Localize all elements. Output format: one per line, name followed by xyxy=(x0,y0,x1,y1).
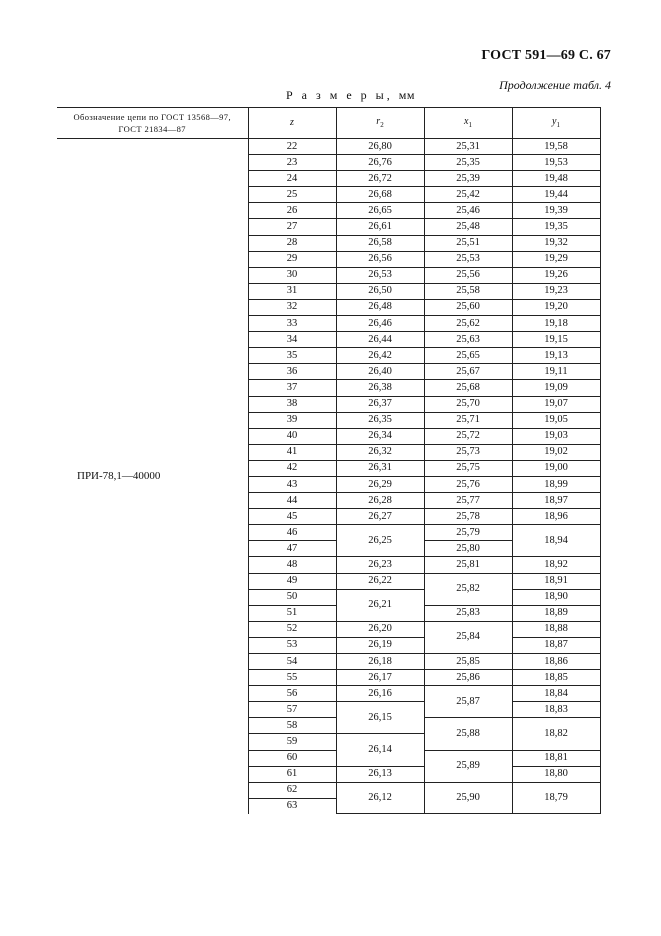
cell-z: 56 xyxy=(248,686,336,702)
cell-r2: 26,53 xyxy=(336,267,424,283)
cell-r2: 26,13 xyxy=(336,766,424,782)
cell-x1: 25,53 xyxy=(424,251,512,267)
cell-r2: 26,48 xyxy=(336,299,424,315)
y1-subscript: 1 xyxy=(556,120,560,129)
cell-r2: 26,15 xyxy=(336,702,424,734)
cell-y1: 19,23 xyxy=(512,283,600,299)
cell-r2: 26,18 xyxy=(336,654,424,670)
cell-x1: 25,31 xyxy=(424,139,512,155)
dimensions-unit: мм xyxy=(398,88,415,102)
cell-z: 62 xyxy=(248,782,336,798)
cell-r2: 26,32 xyxy=(336,444,424,460)
cell-y1: 18,81 xyxy=(512,750,600,766)
cell-x1: 25,73 xyxy=(424,444,512,460)
cell-x1: 25,81 xyxy=(424,557,512,573)
cell-y1: 19,00 xyxy=(512,460,600,476)
y1-symbol: y xyxy=(552,115,557,127)
cell-y1: 19,09 xyxy=(512,380,600,396)
cell-z: 54 xyxy=(248,654,336,670)
cell-x1: 25,71 xyxy=(424,412,512,428)
cell-r2: 26,23 xyxy=(336,557,424,573)
cell-z: 46 xyxy=(248,525,336,541)
cell-y1: 19,35 xyxy=(512,219,600,235)
cell-x1: 25,51 xyxy=(424,235,512,251)
cell-r2: 26,35 xyxy=(336,412,424,428)
cell-r2: 26,58 xyxy=(336,235,424,251)
cell-z: 33 xyxy=(248,316,336,332)
cell-z: 45 xyxy=(248,509,336,525)
cell-z: 38 xyxy=(248,396,336,412)
table-body xyxy=(57,139,600,814)
cell-y1: 19,53 xyxy=(512,155,600,171)
cell-z: 60 xyxy=(248,750,336,766)
cell-z: 57 xyxy=(248,702,336,718)
cell-r2: 26,29 xyxy=(336,476,424,492)
cell-y1: 18,86 xyxy=(512,654,600,670)
table-row xyxy=(57,139,600,155)
dimensions-label: Р а з м е р ы, xyxy=(286,88,393,102)
cell-z: 32 xyxy=(248,299,336,315)
column-header-z: z xyxy=(248,108,336,139)
cell-x1: 25,88 xyxy=(424,718,512,750)
cell-z: 55 xyxy=(248,670,336,686)
dimensions-caption xyxy=(286,88,415,103)
cell-z: 47 xyxy=(248,541,336,557)
cell-z: 22 xyxy=(248,139,336,155)
cell-z: 36 xyxy=(248,364,336,380)
cell-z: 31 xyxy=(248,283,336,299)
cell-x1: 25,67 xyxy=(424,364,512,380)
cell-x1: 25,83 xyxy=(424,605,512,621)
cell-r2: 26,46 xyxy=(336,316,424,332)
cell-z: 30 xyxy=(248,267,336,283)
cell-z: 35 xyxy=(248,348,336,364)
cell-x1: 25,86 xyxy=(424,670,512,686)
cell-y1: 19,39 xyxy=(512,203,600,219)
cell-x1: 25,75 xyxy=(424,460,512,476)
cell-x1: 25,39 xyxy=(424,171,512,187)
cell-r2: 26,80 xyxy=(336,139,424,155)
cell-z: 34 xyxy=(248,332,336,348)
cell-r2: 26,38 xyxy=(336,380,424,396)
cell-y1: 18,82 xyxy=(512,718,600,750)
cell-r2: 26,40 xyxy=(336,364,424,380)
cell-y1: 18,92 xyxy=(512,557,600,573)
cell-y1: 18,89 xyxy=(512,605,600,621)
cell-y1: 18,83 xyxy=(512,702,600,718)
cell-y1: 19,02 xyxy=(512,444,600,460)
cell-y1: 19,58 xyxy=(512,139,600,155)
cell-y1: 19,26 xyxy=(512,267,600,283)
cell-r2: 26,27 xyxy=(336,509,424,525)
cell-x1: 25,65 xyxy=(424,348,512,364)
cell-y1: 18,90 xyxy=(512,589,600,605)
cell-x1: 25,35 xyxy=(424,155,512,171)
cell-y1: 19,07 xyxy=(512,396,600,412)
cell-x1: 25,46 xyxy=(424,203,512,219)
cell-x1: 25,78 xyxy=(424,509,512,525)
cell-x1: 25,62 xyxy=(424,316,512,332)
cell-x1: 25,76 xyxy=(424,476,512,492)
cell-z: 25 xyxy=(248,187,336,203)
dimensions-table xyxy=(57,107,601,814)
cell-r2: 26,21 xyxy=(336,589,424,621)
cell-x1: 25,82 xyxy=(424,573,512,605)
cell-r2: 26,34 xyxy=(336,428,424,444)
cell-x1: 25,87 xyxy=(424,686,512,718)
cell-y1: 19,15 xyxy=(512,332,600,348)
cell-y1: 18,84 xyxy=(512,686,600,702)
cell-x1: 25,84 xyxy=(424,621,512,653)
cell-r2: 26,25 xyxy=(336,525,424,557)
cell-r2: 26,14 xyxy=(336,734,424,766)
cell-x1: 25,90 xyxy=(424,782,512,814)
cell-y1: 18,85 xyxy=(512,670,600,686)
cell-x1: 25,85 xyxy=(424,654,512,670)
cell-z: 52 xyxy=(248,621,336,637)
cell-x1: 25,56 xyxy=(424,267,512,283)
cell-y1: 18,97 xyxy=(512,493,600,509)
cell-z: 37 xyxy=(248,380,336,396)
cell-r2: 26,61 xyxy=(336,219,424,235)
cell-x1: 25,89 xyxy=(424,750,512,782)
cell-r2: 26,56 xyxy=(336,251,424,267)
cell-y1: 19,13 xyxy=(512,348,600,364)
cell-y1: 19,03 xyxy=(512,428,600,444)
column-header-x1 xyxy=(424,108,512,139)
cell-x1: 25,77 xyxy=(424,493,512,509)
cell-y1: 19,20 xyxy=(512,299,600,315)
cell-x1: 25,48 xyxy=(424,219,512,235)
cell-z: 23 xyxy=(248,155,336,171)
cell-y1: 18,87 xyxy=(512,637,600,653)
column-header-designation: Обозначение цепи по ГОСТ 13568—97, ГОСТ 21834—87 xyxy=(57,108,248,139)
r2-symbol: r xyxy=(376,115,381,127)
cell-z: 44 xyxy=(248,493,336,509)
cell-x1: 25,79 xyxy=(424,525,512,541)
chain-designation: ПРИ-78,1—40000 xyxy=(57,139,248,814)
cell-r2: 26,65 xyxy=(336,203,424,219)
cell-z: 49 xyxy=(248,573,336,589)
cell-r2: 26,12 xyxy=(336,782,424,814)
cell-z: 28 xyxy=(248,235,336,251)
cell-y1: 19,32 xyxy=(512,235,600,251)
cell-z: 59 xyxy=(248,734,336,750)
cell-y1: 19,48 xyxy=(512,171,600,187)
cell-z: 39 xyxy=(248,412,336,428)
cell-y1: 19,05 xyxy=(512,412,600,428)
cell-y1: 18,94 xyxy=(512,525,600,557)
x1-symbol: x xyxy=(464,115,469,127)
cell-x1: 25,58 xyxy=(424,283,512,299)
page-header: ГОСТ 591—69 С. 67 xyxy=(481,48,611,63)
cell-r2: 26,17 xyxy=(336,670,424,686)
column-header-r2 xyxy=(336,108,424,139)
cell-x1: 25,68 xyxy=(424,380,512,396)
cell-x1: 25,42 xyxy=(424,187,512,203)
cell-r2: 26,20 xyxy=(336,621,424,637)
cell-r2: 26,68 xyxy=(336,187,424,203)
cell-y1: 19,44 xyxy=(512,187,600,203)
table-continuation-note: Продолжение табл. 4 xyxy=(499,78,611,92)
cell-r2: 26,19 xyxy=(336,637,424,653)
cell-y1: 18,88 xyxy=(512,621,600,637)
cell-x1: 25,72 xyxy=(424,428,512,444)
table-header-row xyxy=(57,108,600,139)
cell-r2: 26,22 xyxy=(336,573,424,589)
cell-r2: 26,50 xyxy=(336,283,424,299)
cell-z: 50 xyxy=(248,589,336,605)
cell-z: 51 xyxy=(248,605,336,621)
cell-z: 41 xyxy=(248,444,336,460)
cell-z: 61 xyxy=(248,766,336,782)
cell-z: 53 xyxy=(248,637,336,653)
cell-z: 63 xyxy=(248,798,336,814)
cell-z: 24 xyxy=(248,171,336,187)
cell-x1: 25,63 xyxy=(424,332,512,348)
cell-y1: 18,96 xyxy=(512,509,600,525)
cell-r2: 26,42 xyxy=(336,348,424,364)
cell-y1: 18,80 xyxy=(512,766,600,782)
cell-z: 58 xyxy=(248,718,336,734)
cell-z: 42 xyxy=(248,460,336,476)
cell-x1: 25,60 xyxy=(424,299,512,315)
cell-r2: 26,76 xyxy=(336,155,424,171)
cell-r2: 26,31 xyxy=(336,460,424,476)
cell-z: 27 xyxy=(248,219,336,235)
column-header-y1 xyxy=(512,108,600,139)
cell-r2: 26,16 xyxy=(336,686,424,702)
cell-y1: 19,18 xyxy=(512,316,600,332)
cell-x1: 25,80 xyxy=(424,541,512,557)
cell-y1: 19,29 xyxy=(512,251,600,267)
cell-y1: 18,99 xyxy=(512,476,600,492)
cell-r2: 26,72 xyxy=(336,171,424,187)
cell-r2: 26,28 xyxy=(336,493,424,509)
cell-z: 40 xyxy=(248,428,336,444)
cell-z: 26 xyxy=(248,203,336,219)
cell-x1: 25,70 xyxy=(424,396,512,412)
r2-subscript: 2 xyxy=(380,120,384,129)
cell-y1: 18,91 xyxy=(512,573,600,589)
cell-y1: 18,79 xyxy=(512,782,600,814)
cell-z: 48 xyxy=(248,557,336,573)
cell-y1: 19,11 xyxy=(512,364,600,380)
x1-subscript: 1 xyxy=(468,120,472,129)
cell-z: 29 xyxy=(248,251,336,267)
cell-r2: 26,37 xyxy=(336,396,424,412)
cell-r2: 26,44 xyxy=(336,332,424,348)
cell-z: 43 xyxy=(248,476,336,492)
